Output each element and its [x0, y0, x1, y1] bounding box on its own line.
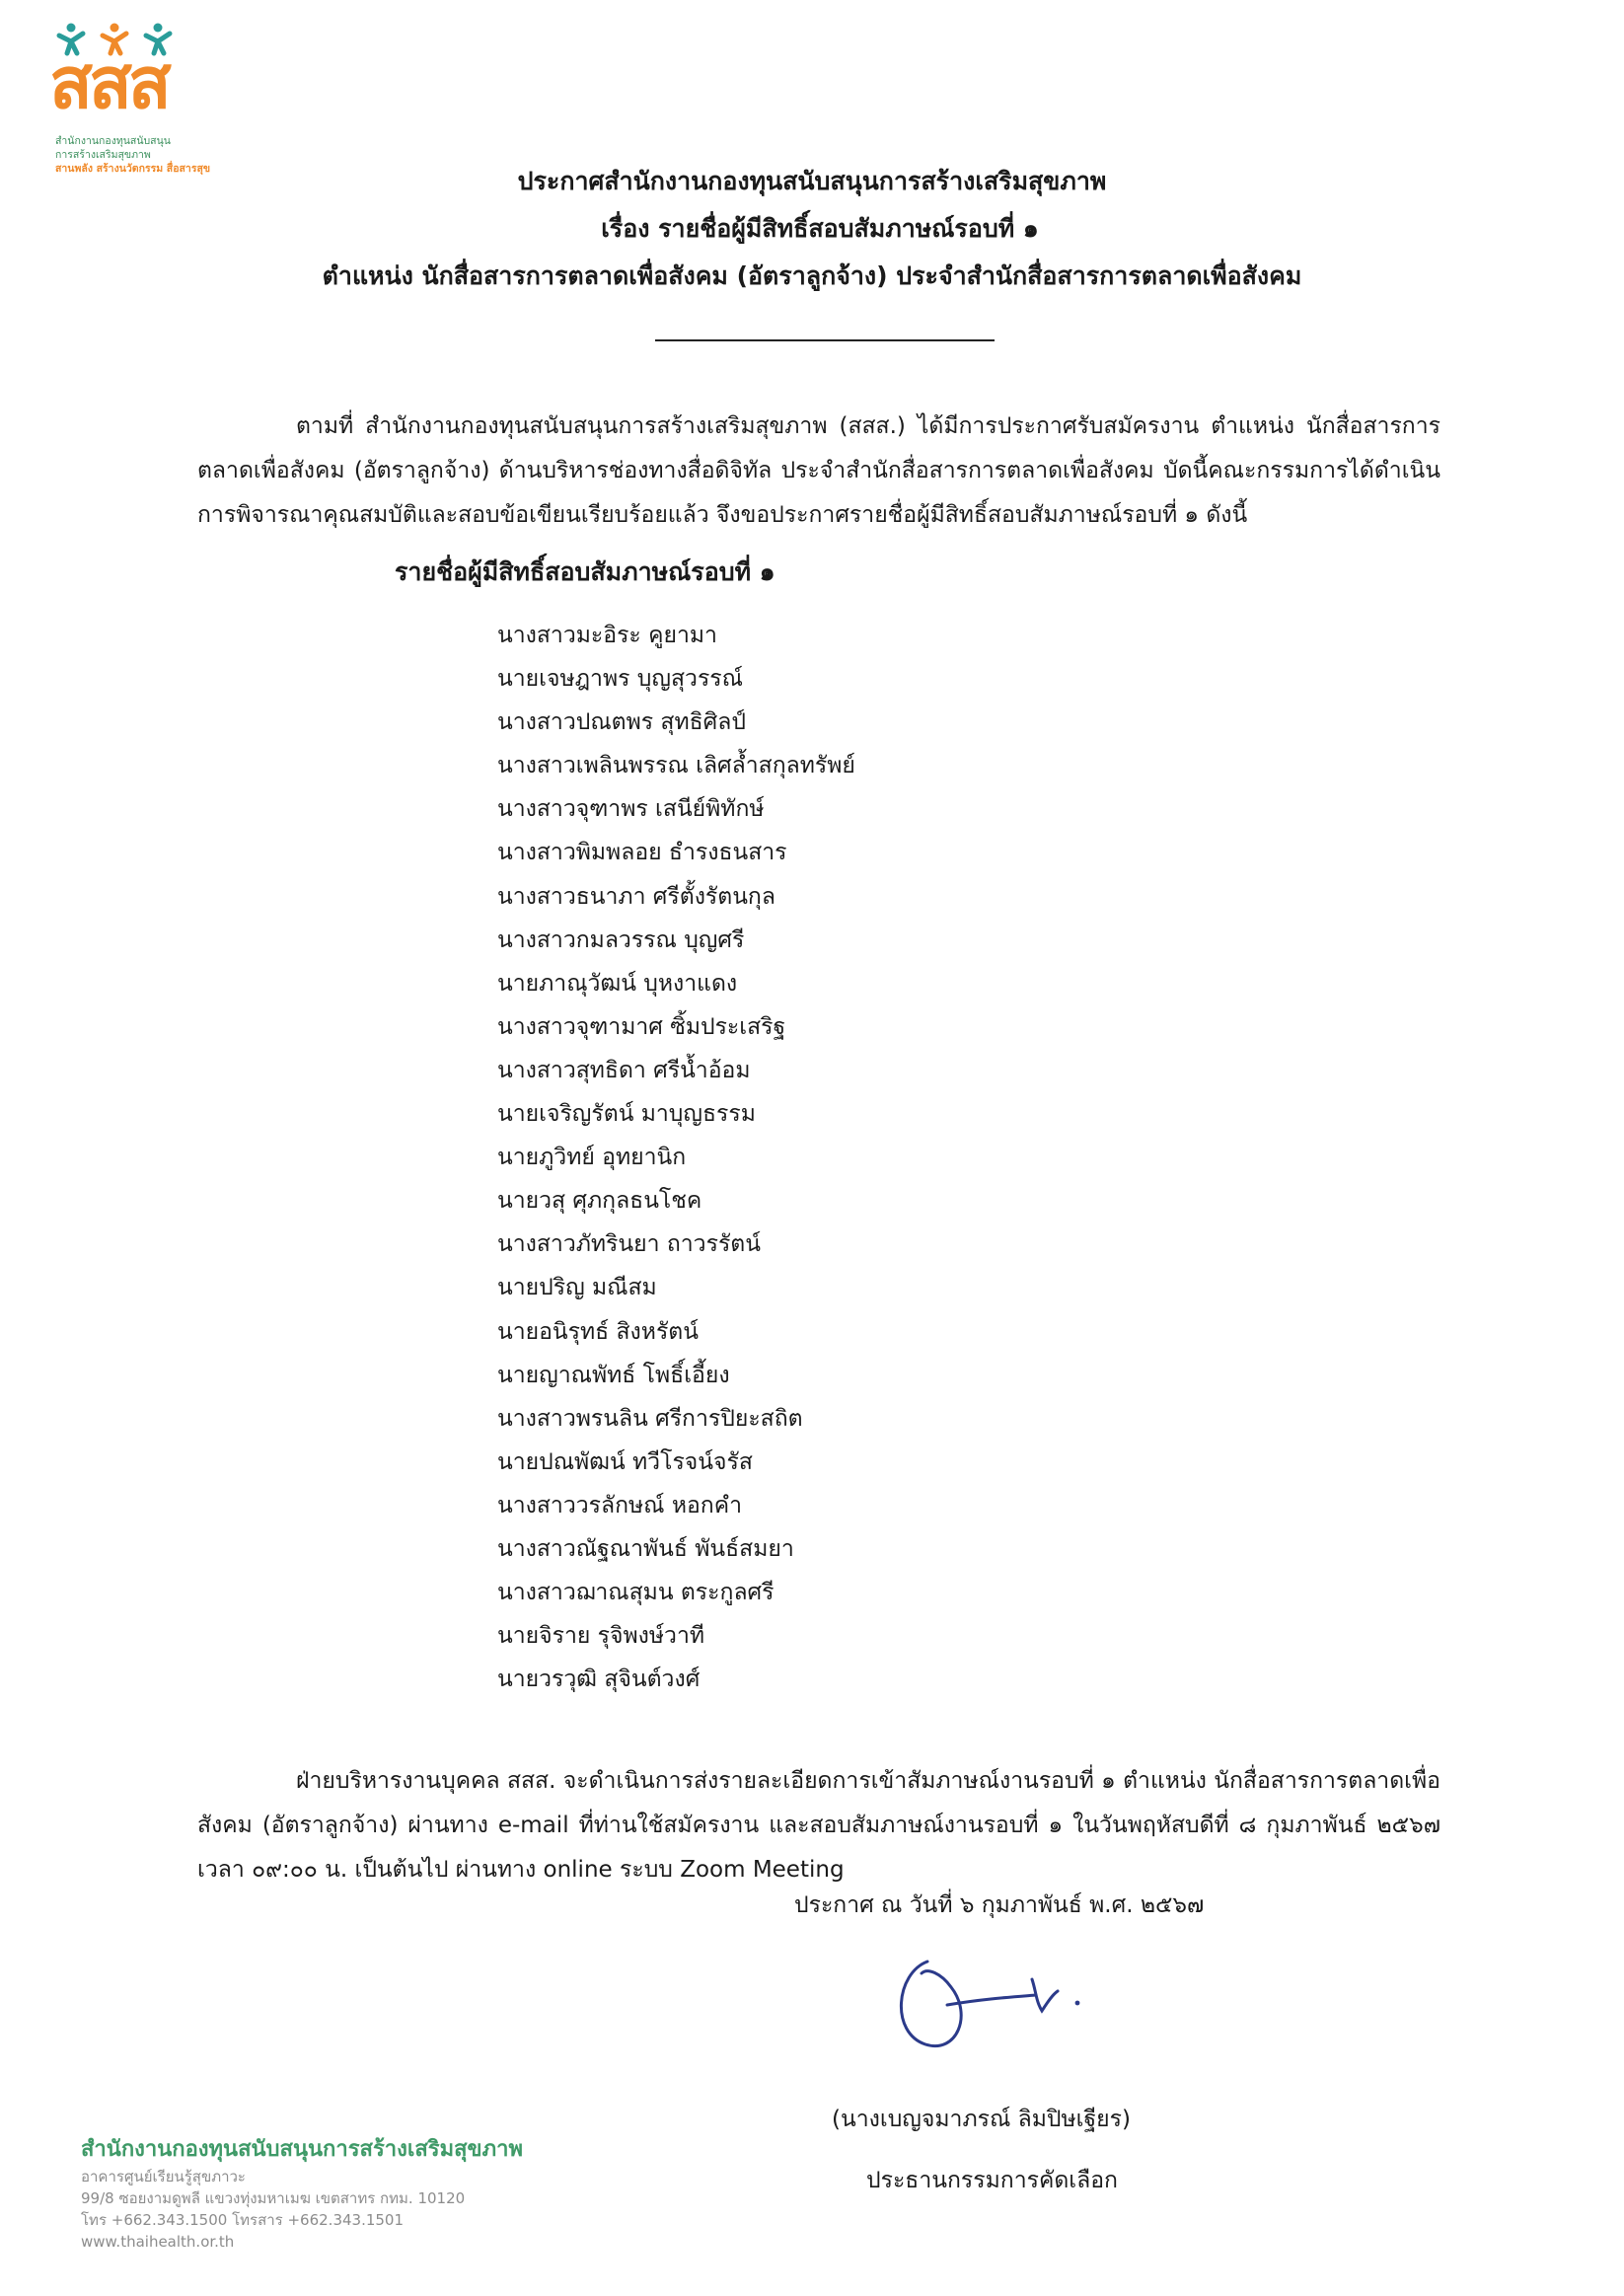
list-item: นายปริญ มณีสม — [497, 1275, 657, 1301]
list-item: นายวสุ ศุภกุลธนโชค — [497, 1188, 702, 1215]
list-item: นายวรวุฒิ สุจินต์วงศ์ — [497, 1666, 701, 1693]
candidate-list-heading: รายชื่อผู้มีสิทธิ์สอบสัมภาษณ์รอบที่ ๑ — [395, 557, 775, 586]
list-item: นางสาวปณตพร สุทธิศิลป์ — [497, 709, 746, 736]
announcement-title — [0, 158, 1624, 300]
title-line-2: เรื่อง รายชื่อผู้มีสิทธิ์สอบสัมภาษณ์รอบที่ ๑ — [601, 214, 1039, 243]
list-item: นายอนิรุทธ์ สิงหรัตน์ — [497, 1318, 699, 1345]
list-item: นางสาวณัฐณาพันธ์ พันธ์สมยา — [497, 1535, 794, 1562]
list-item: นางสาวสุทธิดา ศรีน้ำอ้อม — [497, 1057, 751, 1083]
list-item: นางสาวจุฑามาศ ซิ้มประเสริฐ — [497, 1013, 786, 1040]
signature — [888, 1934, 1125, 2062]
list-item: นางสาวมะอิระ คูยามา — [497, 623, 717, 648]
footer-building: อาคารศูนย์เรียนรู้สุขภาวะ — [81, 2168, 246, 2185]
logo-mark: สสส — [49, 41, 168, 124]
list-item: นางสาวกมลวรรณ บุญศรี — [497, 926, 745, 953]
logo-subtitle-2: การสร้างเสริมสุขภาพ — [55, 149, 151, 161]
closing-text: ฝ่ายบริหารงานบุคคล สสส. จะดำเนินการส่งรายละเอียดการเข้าสัมภาษณ์งานรอบที่ ๑ ตำแหน่ง นักสื่อสารการตลาดเพื่อสังคม (อัตราลูกจ้าง) ผ่านทาง e-mail ที่ท่านใช้สมัครงาน และสอบสัมภาษณ์งานรอบที่ ๑ ในวันพฤหัสบดีที่ ๘ กุมภาพันธ์ ๒๕๖๗ เวลา ๐๙:๐๐ น. เป็นต้นไป ผ่านทาง online ระบบ Zoom Meeting — [197, 1768, 1440, 1883]
footer-phone: โทร +662.343.1500 โทรสาร +662.343.1501 — [81, 2211, 405, 2229]
list-item: นายจิราย รุจิพงษ์วาที — [497, 1623, 705, 1650]
logo-tagline: สานพลัง สร้างนวัตกรรม สื่อสารสุข — [55, 163, 211, 175]
candidate-list — [497, 614, 855, 1701]
footer-website[interactable]: www.thaihealth.or.th — [81, 2233, 235, 2251]
thaihealth-logo — [39, 22, 227, 180]
list-item: นายภูวิทย์ อุทยานิก — [497, 1145, 687, 1171]
title-line-3: ตำแหน่ง นักสื่อสารการตลาดเพื่อสังคม (อัตราลูกจ้าง) ประจำสำนักสื่อสารการตลาดเพื่อสังคม — [322, 261, 1302, 290]
intro-paragraph — [197, 405, 1440, 538]
footer-address: 99/8 ซอยงามดูพลี แขวงทุ่งมหาเมฆ เขตสาทร กทม. 10120 — [81, 2189, 466, 2207]
list-item: นายเจริญรัตน์ มาบุญธรรม — [497, 1101, 756, 1128]
signer-title: ประธานกรรมการคัดเลือก — [866, 2168, 1118, 2193]
list-item: นางสาวจุฑาพร เสนีย์พิทักษ์ — [497, 796, 765, 823]
list-item: นายเจษฎาพร บุญสุวรรณ์ — [497, 666, 743, 693]
list-item: นายปณพัฒน์ ทวีโรจน์จรัส — [497, 1448, 753, 1475]
list-item: นางสาวพรนลิน ศรีการปิยะสถิต — [497, 1405, 803, 1432]
announcement-date: ประกาศ ณ วันที่ ๖ กุมภาพันธ์ พ.ศ. ๒๕๖๗ — [794, 1892, 1205, 1918]
title-divider — [655, 339, 995, 341]
list-item: นายภาณุวัฒน์ บุหงาแดง — [497, 970, 738, 997]
footer-org-name: สำนักงานกองทุนสนับสนุนการสร้างเสริมสุขภาพ — [81, 2137, 523, 2162]
list-item: นางสาวภัทรินยา ถาวรรัตน์ — [497, 1231, 761, 1258]
logo-subtitle-1: สำนักงานกองทุนสนับสนุน — [55, 135, 171, 147]
footer-address-block — [81, 2131, 523, 2253]
title-line-1: ประกาศสำนักงานกองทุนสนับสนุนการสร้างเสริมสุขภาพ — [517, 167, 1107, 195]
signer-name: (นางเบญจมาภรณ์ ลิมปิษเฐียร) — [832, 2107, 1131, 2132]
closing-paragraph — [197, 1759, 1440, 1892]
list-item: นางสาววรลักษณ์ หอกคำ — [497, 1492, 743, 1518]
list-item: นายญาณพัทธ์ โพธิ์เอี้ยง — [497, 1362, 730, 1388]
intro-text: ตามที่ สำนักงานกองทุนสนับสนุนการสร้างเสริมสุขภาพ (สสส.) ได้มีการประกาศรับสมัครงาน ตำแหน่ง นักสื่อสารการตลาดเพื่อสังคม (อัตราลูกจ้าง) ด้านบริหารช่องทางสื่อดิจิทัล ประจำสำนักสื่อสารการตลาดเพื่อสังคม บัดนี้คณะกรรมการได้ดำเนินการพิจารณาคุณสมบัติและสอบข้อเขียนเรียบร้อยแล้ว จึงขอประกาศรายชื่อผู้มีสิทธิ์สอบสัมภาษณ์รอบที่ ๑ ดังนี้ — [197, 413, 1440, 528]
list-item: นางสาวเพลินพรรณ เลิศล้ำสกุลทรัพย์ — [497, 753, 855, 779]
list-item: นางสาวพิมพลอย ธำรงธนสาร — [497, 840, 787, 866]
list-item: นางสาวฌาณสุมน ตระกูลศรี — [497, 1580, 775, 1606]
list-item: นางสาวธนาภา ศรีตั้งรัตนกุล — [497, 883, 775, 910]
